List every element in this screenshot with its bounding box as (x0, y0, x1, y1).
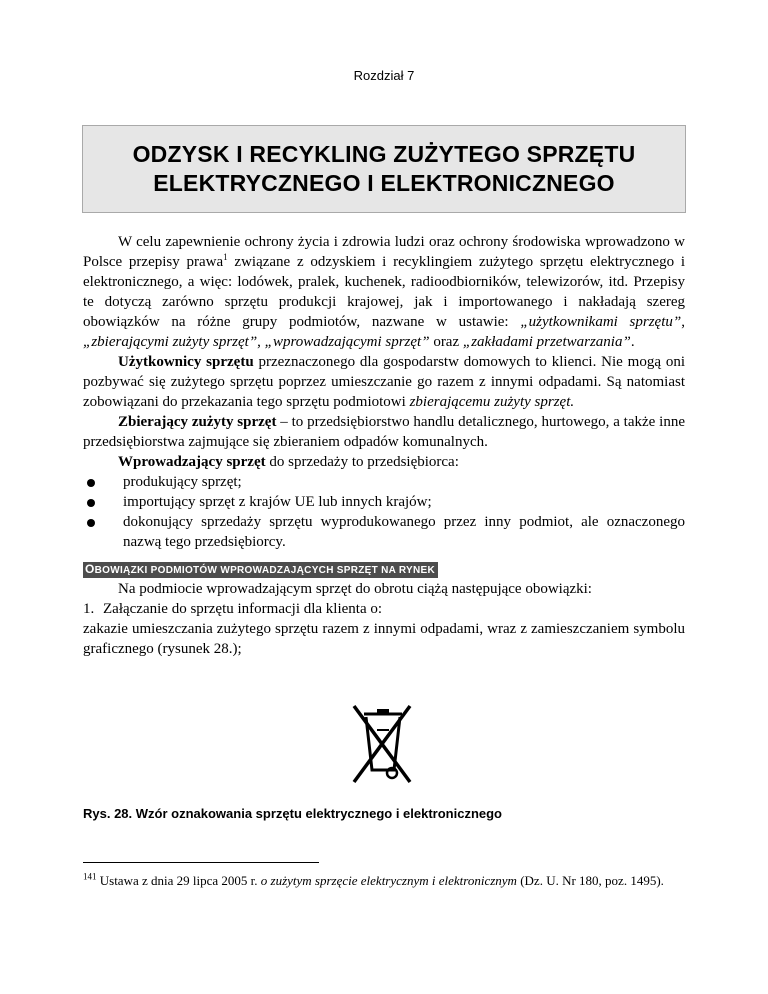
introducers-list (83, 472, 685, 552)
figure-caption: Rys. 28. Wzór oznakowania sprzętu elektrycznego i elektronicznego (83, 806, 503, 821)
list-item (83, 512, 685, 552)
list-item (83, 492, 685, 512)
users-paragraph (83, 352, 685, 412)
footnote-number: 141 (83, 871, 97, 882)
intro-text-b: związane z odzyskiem i recyklingiem zużytego sprzętu elektrycznego i elektronicznego, a więc: lodówek, pralek, kuchenek, radioodbiorników, telewizorów, itd. Przepisy te dotyczą zarówno sprzętu produkcji krajowej, jak i importowanego i nakładają szereg obowiązków na różne grupy podmiotów, nazwane w ustawie: (83, 254, 686, 330)
body-text (83, 232, 685, 659)
sep3: oraz (429, 334, 463, 350)
list-item (83, 472, 685, 492)
list-item-text: importujący sprzęt z krajów UE lub innych krajów; (123, 494, 432, 510)
collectors-term: Zbierający zużyty sprzęt (118, 414, 277, 430)
chapter-label: Rozdział 7 (353, 68, 415, 83)
users-term: Użytkownicy sprzętu (118, 354, 254, 370)
item-number: 1. (83, 601, 95, 617)
users-italic: zbierającemu zużyty sprzęt. (409, 394, 575, 410)
footnote-ref[interactable]: 1 (223, 252, 228, 262)
term-users: „użytkownikami sprzętu” (520, 314, 682, 330)
sub-item: zakazie umieszczania zużytego sprzętu razem z innymi odpadami, wraz z zamieszczaniem symbolu graficznego (rysunek 28.); (83, 621, 685, 657)
crossed-out-wheeled-bin-icon (288, 700, 478, 788)
chapter-title (133, 140, 636, 198)
sep2: , (257, 334, 265, 350)
section-lead: Na podmiocie wprowadzającym sprzęt do obrotu ciążą następujące obowiązki: (118, 581, 592, 597)
section-heading-first: O (85, 562, 95, 576)
list-item-text: produkujący sprzęt; (123, 474, 242, 490)
intro-paragraph (83, 232, 685, 352)
footnote-text-a: Ustawa z dnia 29 lipca 2005 r. (96, 873, 261, 888)
collectors-text: – to przedsiębiorstwo handlu detalicznego, hurtowego, a także inne przedsiębiorstwa zajmujące się zbieraniem odpadów komunalnych. (83, 414, 685, 450)
footnote-text-b: (Dz. U. Nr 180, poz. 1495). (516, 873, 664, 888)
collectors-paragraph (83, 412, 685, 452)
section-heading (83, 562, 438, 578)
list-item-text: dokonujący sprzedaży sprzętu wyprodukowanego przez inny podmiot, ale oznaczonego nazwą tego przedsiębiorcy. (123, 514, 685, 550)
bullet-icon (87, 499, 95, 507)
term-collectors: „zbierającymi zużyty sprzęt” (83, 334, 258, 350)
introducers-text: do sprzedaży to przedsiębiorca: (265, 454, 459, 470)
term-introducers: „wprowadzającymi sprzęt” (264, 334, 430, 350)
footnote-italic: o zużytym sprzęcie elektrycznym i elektronicznym (260, 873, 517, 888)
chapter-title-box (82, 125, 686, 213)
footnote-divider (83, 862, 319, 863)
intro-end: . (630, 334, 635, 350)
introducers-paragraph (83, 452, 685, 472)
users-text: przeznaczonego dla gospodarstw domowych to klienci. Nie mogą oni pozbywać się zużytego sprzętu poprzez umieszczanie go razem z innymi odpadami. Są natomiast zobowiązani do przekazania tego sprzętu podmiotowi (83, 354, 685, 410)
item-text: Załączanie do sprzętu informacji dla klienta o: (103, 601, 383, 617)
sep1: , (681, 314, 685, 330)
numbered-item (83, 599, 685, 619)
bullet-icon (87, 479, 95, 487)
chapter-title-line1: ODZYSK I RECYKLING ZUŻYTEGO SPRZĘTU (132, 141, 636, 167)
weee-symbol-figure (288, 700, 478, 788)
bullet-icon (87, 519, 95, 527)
footnote (83, 872, 685, 889)
introducers-term: Wprowadzający sprzęt (118, 454, 266, 470)
section-heading-rest: BOWIĄZKI PODMIOTÓW WPROWADZAJĄCYCH SPRZĘT NA RYNEK (94, 565, 436, 576)
term-processors: „zakładami przetwarzania” (462, 334, 631, 350)
chapter-title-line2: ELEKTRYCZNEGO I ELEKTRONICZNEGO (153, 170, 615, 196)
intro-text-a: W celu zapewnienie ochrony życia i zdrowia ludzi oraz ochrony środowiska wprowadzono w Polsce przepisy prawa (83, 234, 685, 270)
